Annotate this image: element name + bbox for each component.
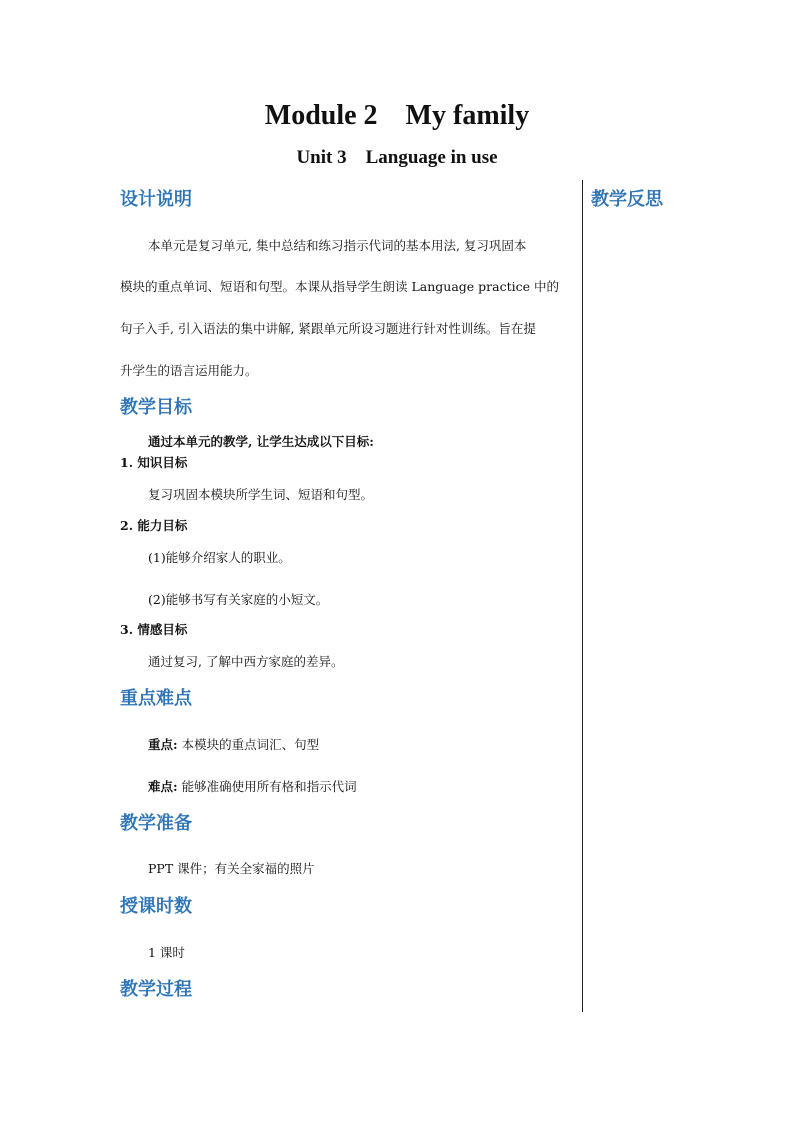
hours-text: 1 课时 bbox=[148, 945, 185, 960]
goal-line: (1)能够介绍家人的职业。 bbox=[148, 550, 291, 565]
key-point-text: 本模块的重点词汇、句型 bbox=[177, 737, 320, 752]
goal-label: 3. 情感目标 bbox=[120, 622, 188, 637]
design-heading: 设计说明 bbox=[120, 189, 192, 210]
column-divider bbox=[582, 180, 583, 1012]
reflection-heading: 教学反思 bbox=[591, 189, 663, 210]
process-heading: 教学过程 bbox=[120, 979, 192, 1000]
goal-label: 1. 知识目标 bbox=[120, 455, 188, 470]
prep-heading: 教学准备 bbox=[120, 813, 192, 834]
goal-line: 通过复习, 了解中西方家庭的差异。 bbox=[148, 654, 344, 669]
prep-text: PPT 课件；有关全家福的照片 bbox=[148, 861, 315, 876]
goal-label: 2. 能力目标 bbox=[120, 518, 188, 533]
hours-heading: 授课时数 bbox=[120, 896, 192, 917]
design-line: 句子入手, 引入语法的集中讲解, 紧跟单元所设习题进行针对性训练。旨在提 bbox=[120, 321, 536, 336]
document-title: Module 2 My family bbox=[264, 100, 530, 131]
key-point bbox=[120, 735, 319, 753]
goals-heading: 教学目标 bbox=[120, 397, 192, 418]
difficult-point-text: 能够准确使用所有格和指示代词 bbox=[177, 779, 357, 794]
goal-line: (2)能够书写有关家庭的小短文。 bbox=[148, 592, 329, 607]
goal-line: 复习巩固本模块所学生词、短语和句型。 bbox=[148, 487, 374, 502]
design-line: 升学生的语言运用能力。 bbox=[120, 363, 258, 378]
difficult-point bbox=[120, 777, 357, 795]
goals-intro: 通过本单元的教学, 让学生达成以下目标: bbox=[148, 434, 374, 449]
key-point-label: 重点: bbox=[148, 737, 178, 752]
design-line: 模块的重点单词、短语和句型。本课从指导学生朗读 Language practice 中的 bbox=[120, 279, 559, 294]
reflection-column bbox=[591, 186, 663, 214]
keypoints-heading: 重点难点 bbox=[120, 688, 192, 709]
document-subtitle: Unit 3 Language in use bbox=[296, 147, 498, 168]
difficult-point-label: 难点: bbox=[148, 779, 178, 794]
design-line: 本单元是复习单元, 集中总结和练习指示代词的基本用法, 复习巩固本 bbox=[148, 238, 527, 253]
